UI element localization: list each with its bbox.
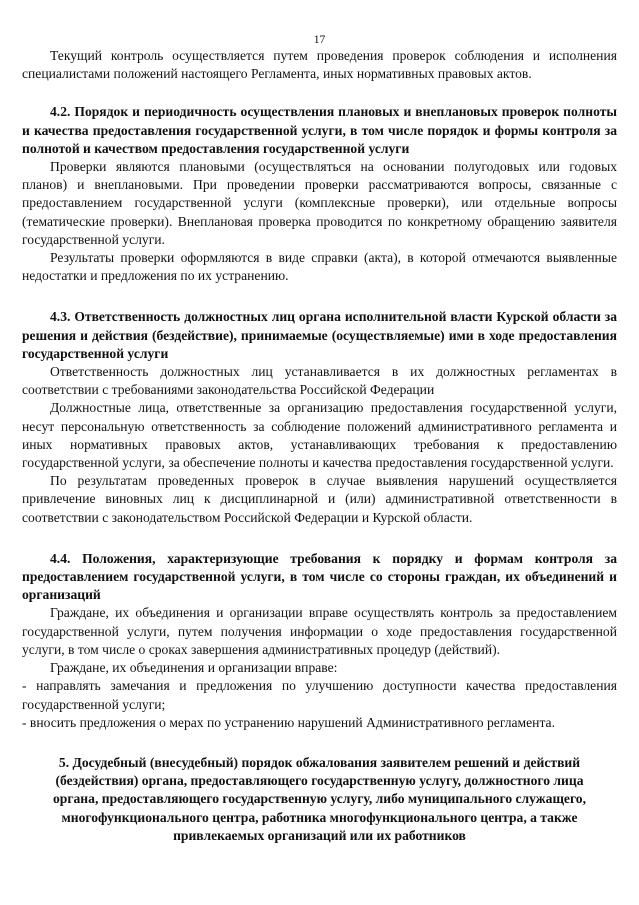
section-4-4-paragraph: Граждане, их объединения и организации вправе осуществлять контроль за предоставлением государственной услуги, путем получения информации о ходе предоставления государственной услуги, в том числе о сроках завершения административных процедур (действий). [22, 605, 617, 657]
section-4-4-paragraph: Граждане, их объединения и организации вправе: [50, 660, 338, 676]
section-4-4-heading: 4.4. Положения, характеризующие требования к порядку и формам контроля за предоставлением государственной услуги, в том числе со стороны граждан, их объединений и организаций [22, 550, 617, 603]
section-4-3-paragraph: Ответственность должностных лиц устанавливается в их должностных регламентах в соответствии с требованиями законодательства Российской Федерации [22, 364, 617, 398]
section-4-2-paragraph: Проверки являются плановыми (осуществляться на основании полугодовых или годовых планов) и внеплановыми. При проведении проверки рассматриваются вопросы, связанные с предоставлением государственной услуги (комплексные проверки), или отдельные вопросы (тематические проверки). Внеплановая проверка проводится по конкретному обращению заявителя государственной услуги. [22, 159, 617, 247]
section-4-3-paragraph: Должностные лица, ответственные за организацию предоставления государственной услуги, несут персональную ответственность за соблюдение положений административного регламента и иных нормативных правовых актов, устанавливающих требования к предоставлению государственной услуги, за обеспечение полноты и качества предоставления государственной услуги. [22, 400, 617, 471]
section-4-3-heading: 4.3. Ответственность должностных лиц органа исполнительной власти Курской области за решения и действия (бездействие), принимаемые (осуществляемые) ими в ходе предоставления государственной услуги [22, 309, 617, 361]
section-5-heading: 5. Досудебный (внесудебный) порядок обжалования заявителем решений и действий (бездействия) органа, предоставляющего государственную услугу, должностного лица органа, предоставляющего государственную услугу, либо муниципального служащего, многофункционального центра, работника многофункционального центра, а также привлекаемых организаций или их работников [52, 754, 586, 843]
intro-paragraph: Текущий контроль осуществляется путем проведения проверок соблюдения и исполнения специалистами положений настоящего Регламента, иных нормативных правовых актов. [22, 48, 617, 82]
section-4-4-list-item: - вносить предложения о мерах по устранению нарушений Административного регламента. [22, 714, 555, 730]
section-4-2 [22, 103, 617, 285]
page-content [22, 34, 617, 845]
section-4-4 [22, 550, 617, 732]
section-4-2-heading: 4.2. Порядок и периодичность осуществления плановых и внеплановых проверок полноты и качества предоставления государственной услуги, в том числе порядок и формы контроля за полнотой и качеством предоставления государственной услуги [22, 104, 617, 156]
section-4-3 [22, 308, 617, 526]
section-4-2-paragraph: Результаты проверки оформляются в виде справки (акта), в которой отмечаются выявленные недостатки и предложения по их устранению. [22, 250, 617, 284]
section-4-3-paragraph: По результатам проведенных проверок в случае выявления нарушений осуществляется привлечение виновных лиц к дисциплинарной и (или) административной ответственности в соответствии с законодательством Российской Федерации и Курской области. [22, 473, 617, 525]
section-4-4-list-item: - направлять замечания и предложения по улучшению доступности качества предоставления государственной услуги; [22, 678, 617, 712]
page-number: 17 [313, 34, 326, 46]
